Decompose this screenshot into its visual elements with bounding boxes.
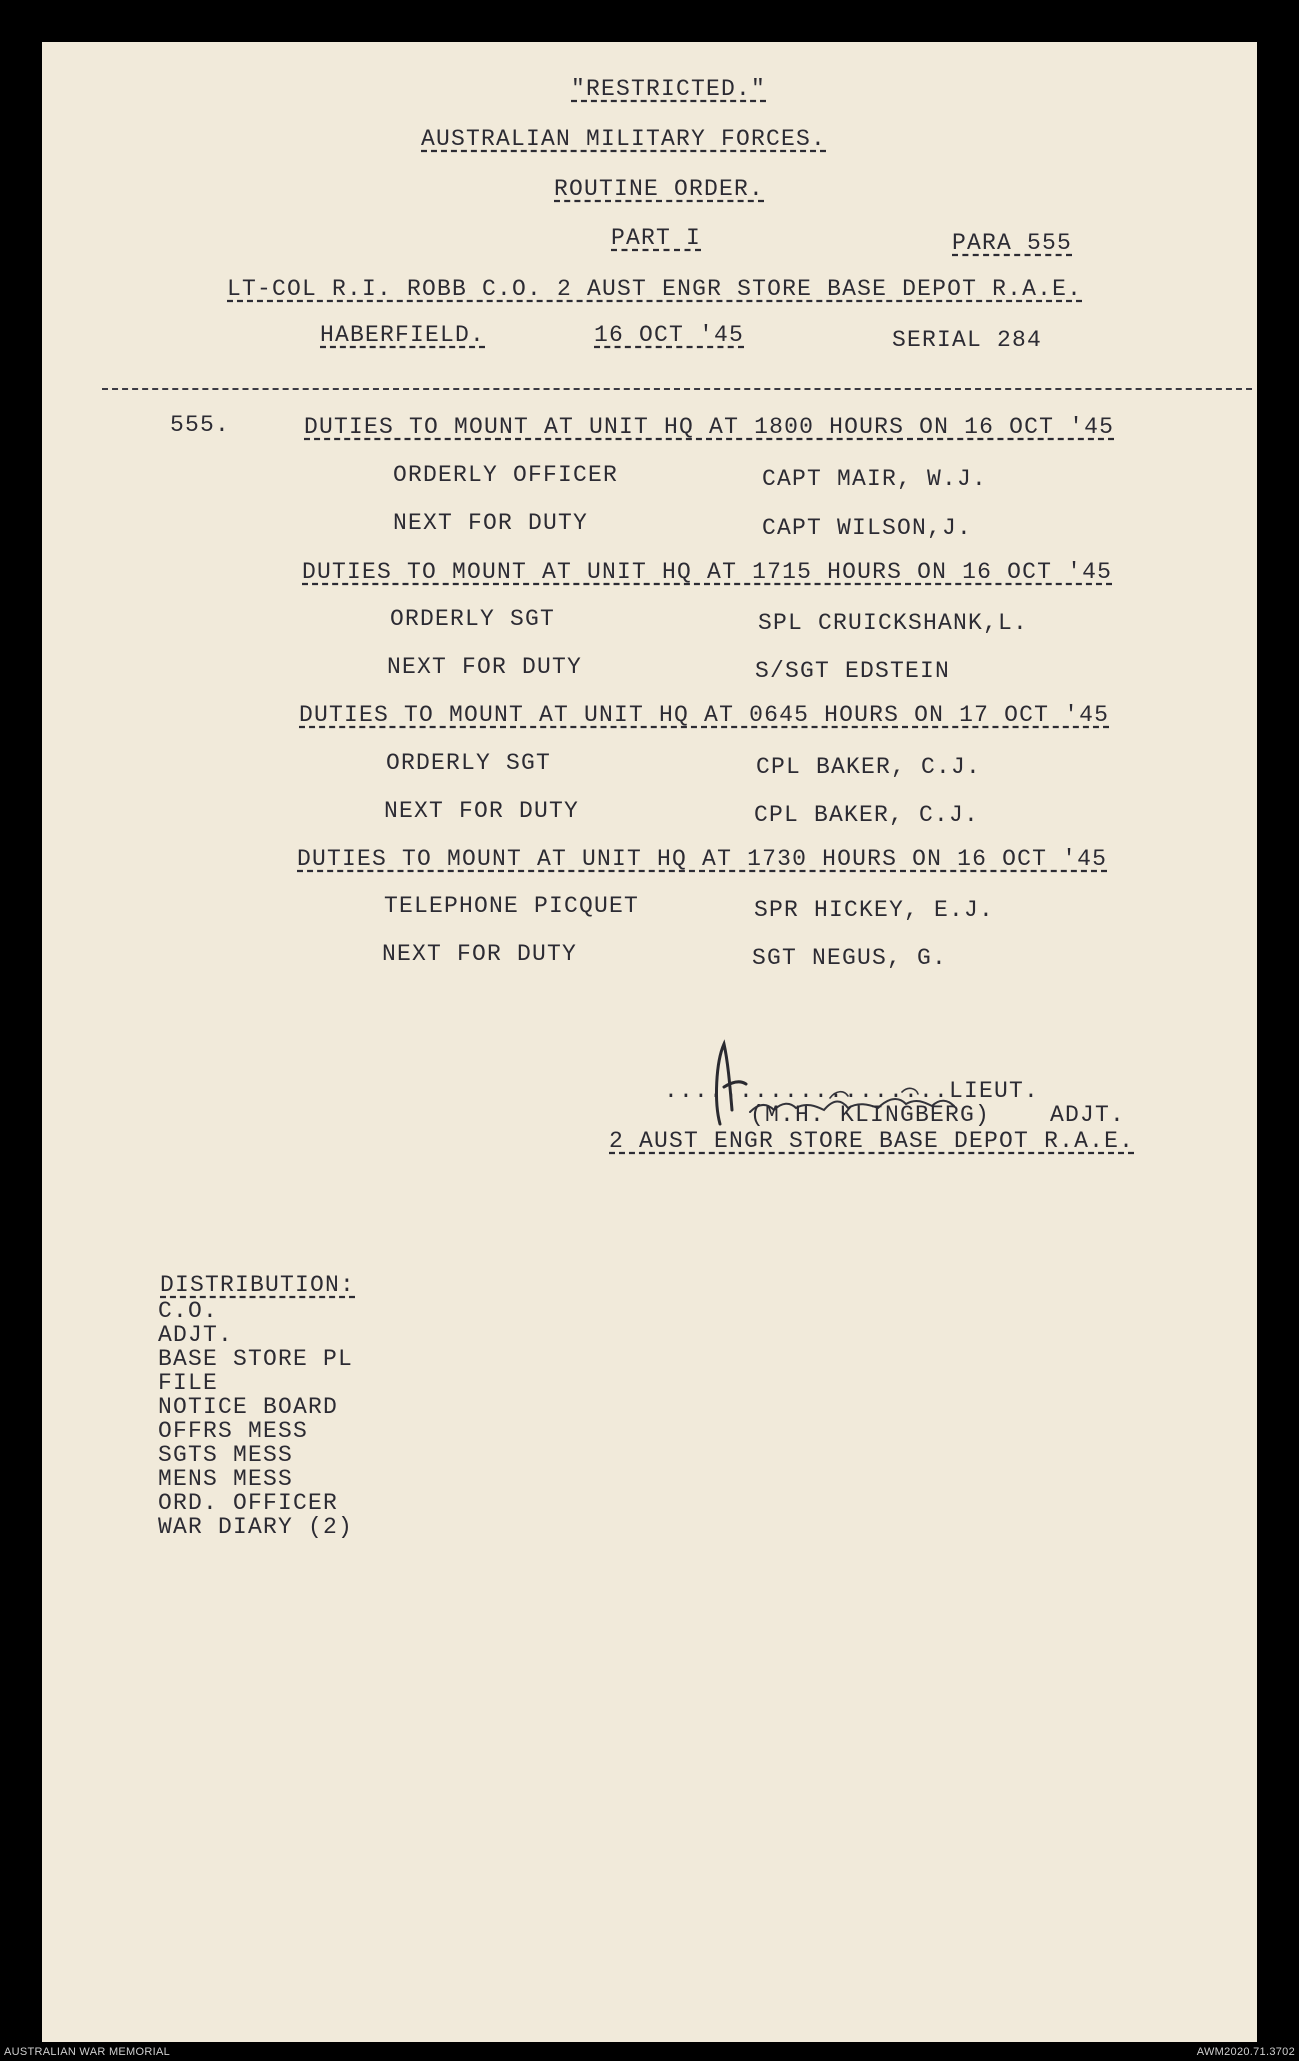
duty-assignee: SPR HICKEY, E.J. xyxy=(754,897,995,923)
header-divider xyxy=(102,388,1252,390)
duty-role: ORDERLY SGT xyxy=(386,750,552,776)
signatory-unit: 2 AUST ENGR STORE BASE DEPOT R.A.E. xyxy=(609,1128,1135,1154)
commander-line: LT-COL R.I. ROBB C.O. 2 AUST ENGR STORE BASE DEPOT R.A.E. xyxy=(227,276,1083,302)
classification-heading: "RESTRICTED." xyxy=(571,76,767,102)
document-page xyxy=(42,42,1257,2042)
distribution-item: WAR DIARY (2) xyxy=(158,1514,354,1540)
duty-assignee: CPL BAKER, C.J. xyxy=(756,754,982,780)
location-label: HABERFIELD. xyxy=(320,322,486,348)
para-number: 555. xyxy=(170,412,231,438)
distribution-item: NOTICE BOARD xyxy=(158,1394,339,1420)
duty-role: ORDERLY SGT xyxy=(390,606,556,632)
duty-assignee: CAPT MAIR, W.J. xyxy=(762,466,988,492)
duty-assignee: SPL CRUICKSHANK,L. xyxy=(758,610,1029,636)
duty-section-heading: DUTIES TO MOUNT AT UNIT HQ AT 1730 HOURS ON 16 OCT '45 xyxy=(297,846,1108,872)
distribution-item: FILE xyxy=(158,1370,219,1396)
force-heading: AUSTRALIAN MILITARY FORCES. xyxy=(421,126,827,152)
duty-assignee: S/SGT EDSTEIN xyxy=(755,658,951,684)
duty-role: TELEPHONE PICQUET xyxy=(384,893,640,919)
duty-role: ORDERLY OFFICER xyxy=(393,462,619,488)
duty-role: NEXT FOR DUTY xyxy=(384,798,580,824)
duty-assignee: CAPT WILSON,J. xyxy=(762,515,973,541)
duty-role: NEXT FOR DUTY xyxy=(393,510,589,536)
footer-accession-number: AWM2020.71.3702 xyxy=(1196,2046,1295,2058)
date-label: 16 OCT '45 xyxy=(594,322,745,348)
distribution-item: BASE STORE PL xyxy=(158,1346,354,1372)
duty-assignee: SGT NEGUS, G. xyxy=(752,945,948,971)
distribution-item: C.O. xyxy=(158,1298,219,1324)
document-type-heading: ROUTINE ORDER. xyxy=(554,176,765,202)
distribution-item: OFFRS MESS xyxy=(158,1418,309,1444)
footer-credit: AUSTRALIAN WAR MEMORIAL xyxy=(4,2046,171,2058)
signatory-name-line: (M.H. KLINGBERG) ADJT. xyxy=(750,1102,1126,1128)
duty-section-heading: DUTIES TO MOUNT AT UNIT HQ AT 1715 HOURS ON 16 OCT '45 xyxy=(302,559,1113,585)
part-label: PART I xyxy=(611,225,702,251)
distribution-item: ADJT. xyxy=(158,1322,234,1348)
distribution-item: SGTS MESS xyxy=(158,1442,294,1468)
distribution-heading: DISTRIBUTION: xyxy=(160,1272,356,1298)
distribution-item: ORD. OFFICER xyxy=(158,1490,339,1516)
duty-section-heading: DUTIES TO MOUNT AT UNIT HQ AT 0645 HOURS ON 17 OCT '45 xyxy=(299,702,1110,728)
para-label: PARA 555 xyxy=(952,230,1073,256)
duty-section-heading: DUTIES TO MOUNT AT UNIT HQ AT 1800 HOURS ON 16 OCT '45 xyxy=(304,414,1115,440)
distribution-item: MENS MESS xyxy=(158,1466,294,1492)
signature-rank-line: ...................LIEUT. xyxy=(664,1078,1040,1104)
serial-label: SERIAL 284 xyxy=(892,327,1043,353)
duty-role: NEXT FOR DUTY xyxy=(387,654,583,680)
duty-assignee: CPL BAKER, C.J. xyxy=(754,802,980,828)
duty-role: NEXT FOR DUTY xyxy=(382,941,578,967)
